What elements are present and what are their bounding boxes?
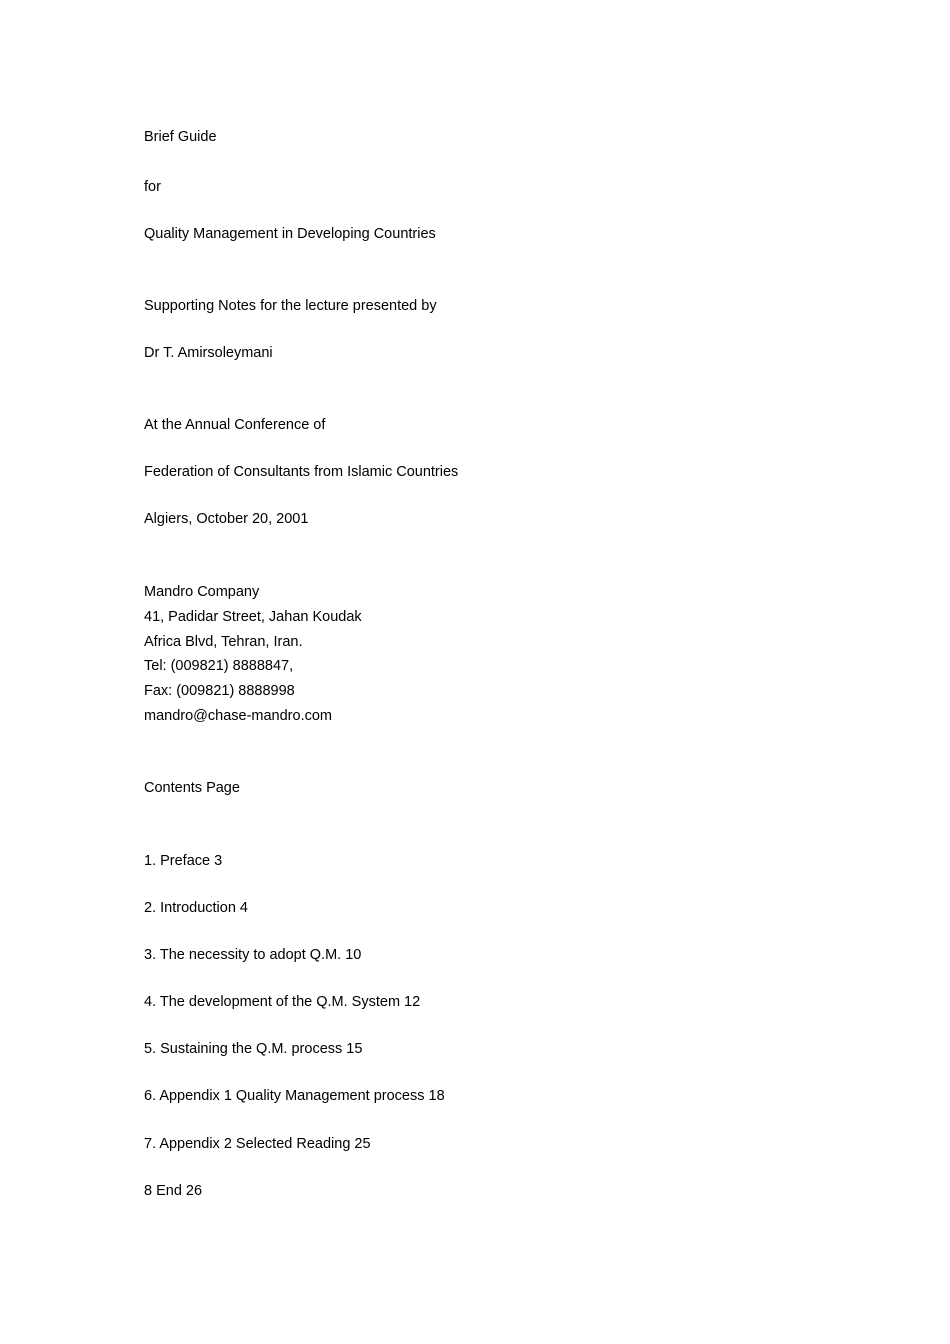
- title-line-1: Brief Guide: [144, 129, 217, 145]
- contents-item: 2. Introduction 4: [144, 900, 248, 916]
- contents-heading: Contents Page: [144, 780, 240, 796]
- lecture-author: Dr T. Amirsoleymani: [144, 345, 273, 361]
- lecture-intro: Supporting Notes for the lecture presented by: [144, 298, 437, 314]
- title-line-3: Quality Management in Developing Countries: [144, 226, 436, 242]
- company-name: Mandro Company: [144, 584, 260, 600]
- contents-item: 3. The necessity to adopt Q.M. 10: [144, 947, 362, 963]
- contents-item: 6. Appendix 1 Quality Management process 18: [144, 1088, 445, 1104]
- company-tel: Tel: (009821) 8888847,: [144, 658, 294, 674]
- company-address-1: 41, Padidar Street, Jahan Koudak: [144, 609, 362, 625]
- title-line-2: for: [144, 179, 161, 195]
- conference-date: Algiers, October 20, 2001: [144, 511, 309, 527]
- conference-line-1: At the Annual Conference of: [144, 417, 326, 433]
- contents-item: 1. Preface 3: [144, 853, 223, 869]
- company-address-2: Africa Blvd, Tehran, Iran.: [144, 634, 303, 650]
- company-email: mandro@chase-mandro.com: [144, 708, 332, 724]
- contents-item: 8 End 26: [144, 1183, 203, 1199]
- contents-item: 5. Sustaining the Q.M. process 15: [144, 1041, 363, 1057]
- company-fax: Fax: (009821) 8888998: [144, 683, 295, 699]
- contents-item: 4. The development of the Q.M. System 12: [144, 994, 421, 1010]
- conference-line-2: Federation of Consultants from Islamic Countries: [144, 464, 459, 480]
- contents-item: 7. Appendix 2 Selected Reading 25: [144, 1136, 371, 1152]
